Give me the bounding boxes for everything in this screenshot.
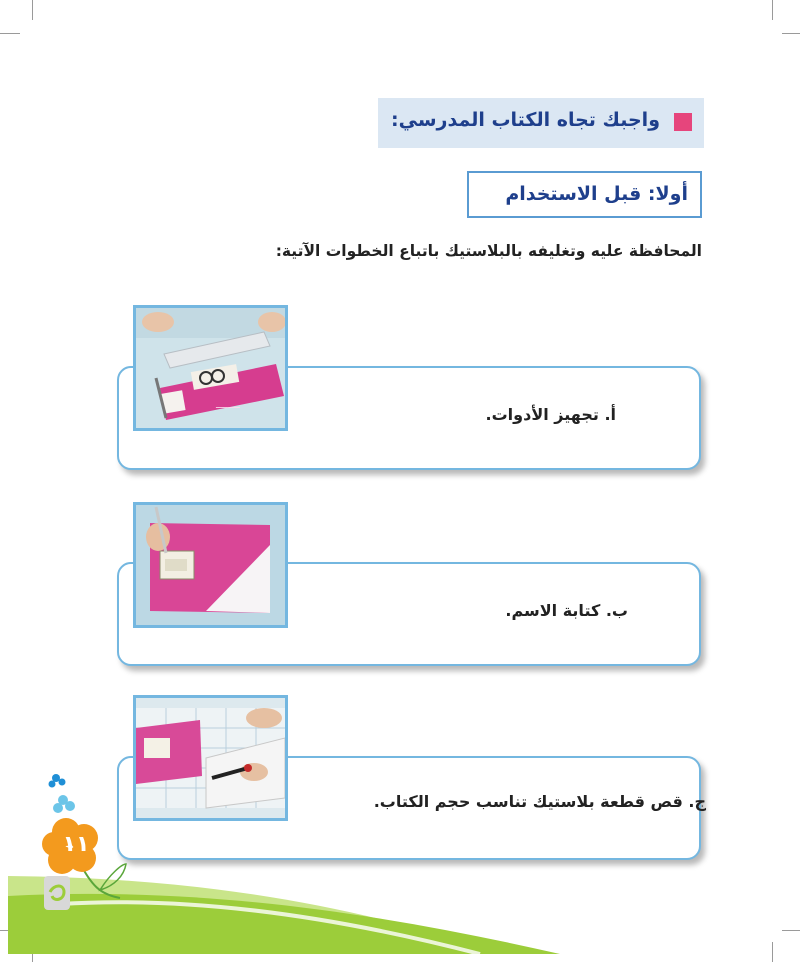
cutting-plastic-photo xyxy=(133,695,288,821)
crop-mark xyxy=(782,33,800,34)
section-title: واجبك تجاه الكتاب المدرسي: xyxy=(391,109,660,131)
crop-mark xyxy=(32,0,33,20)
intro-text: المحافظة عليه وتغليفه بالبلاستيك باتباع الخطوات الآتية: xyxy=(275,242,702,260)
subheading-label: أولا: قبل الاستخدام xyxy=(505,183,688,205)
svg-text:ـــــــــ: ـــــــــ xyxy=(216,401,240,411)
page-badge xyxy=(40,814,130,914)
step-label-name: ب. كتابة الاسم. xyxy=(505,601,628,620)
pink-square-icon xyxy=(674,113,692,131)
tools-photo xyxy=(133,305,288,431)
subheading-box xyxy=(467,171,702,218)
crop-mark xyxy=(772,0,773,20)
crop-mark xyxy=(0,33,20,34)
section-heading xyxy=(378,98,704,148)
page-number: ١١ xyxy=(62,832,90,857)
step-label-tools: أ. تجهيز الأدوات. xyxy=(485,405,616,424)
step-label-cut: ج. قص قطعة بلاستيك تناسب حجم الكتاب. xyxy=(373,792,706,811)
flower-icon xyxy=(40,814,130,914)
writing-name-photo xyxy=(133,502,288,628)
